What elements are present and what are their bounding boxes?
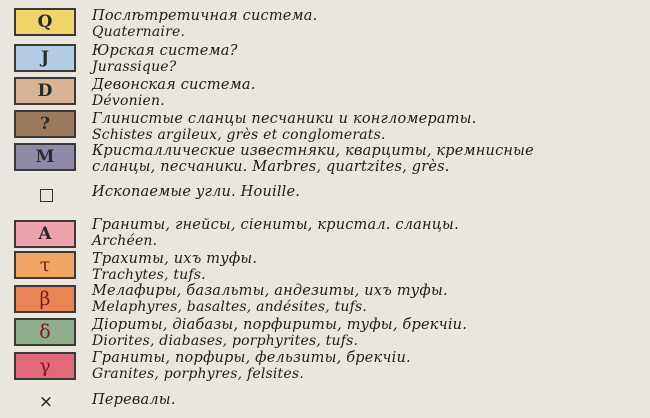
swatch-code: γ bbox=[39, 355, 51, 377]
legend-label-ru: Мелафиры, базальты, андезиты, ихъ туфы. bbox=[92, 283, 448, 299]
legend-label-ru: Граниты, гнейсы, сіениты, кристал. сланцы. bbox=[92, 217, 459, 233]
legend-label-fr: Archéen. bbox=[92, 233, 158, 249]
swatch-code: D bbox=[37, 81, 53, 101]
swatch-code: τ bbox=[39, 254, 51, 276]
legend-swatch-unknown bbox=[14, 110, 76, 138]
legend-label-ru: Глинистые сланцы песчаники и конгломераты. bbox=[92, 111, 477, 127]
legend-label-fr: Granites, porphyres, felsites. bbox=[92, 366, 304, 382]
legend-label-ru: Граниты, порфиры, фельзиты, брекчіи. bbox=[92, 350, 411, 366]
legend-label-fr: Quaternaire. bbox=[92, 24, 186, 40]
legend-swatch-tau bbox=[14, 251, 76, 279]
legend-swatch-d bbox=[14, 77, 76, 105]
swatch-code: β bbox=[39, 288, 51, 310]
legend-label-fr: Diorites, diabases, porphyrites, tufs. bbox=[92, 333, 359, 349]
legend-label-ru: Юрская система? bbox=[92, 43, 238, 59]
legend-swatch-delta bbox=[14, 318, 76, 346]
swatch-code: ? bbox=[40, 114, 50, 134]
cross-marker-icon: × bbox=[38, 392, 54, 412]
square-marker-icon bbox=[40, 189, 53, 202]
legend-label: Перевалы. bbox=[92, 392, 176, 408]
legend-swatch-j bbox=[14, 44, 76, 72]
swatch-code: J bbox=[40, 48, 50, 68]
legend-swatch-q bbox=[14, 8, 76, 36]
legend-label-fr: Melaphyres, basaltes, andésites, tufs. bbox=[92, 299, 368, 315]
legend-label-fr: Schistes argileux, grès et conglomerats. bbox=[92, 127, 386, 143]
swatch-code: Q bbox=[37, 12, 53, 32]
legend-label-ru: Діориты, діабазы, порфириты, туфы, брекчіи. bbox=[92, 317, 468, 333]
legend-swatch-beta bbox=[14, 285, 76, 313]
legend-label: Ископаемые угли. Houille. bbox=[92, 184, 301, 200]
swatch-code: δ bbox=[39, 321, 51, 343]
legend-label-fr: Trachytes, tufs. bbox=[92, 267, 206, 283]
legend-label-fr: Dévonien. bbox=[92, 93, 165, 109]
swatch-code: M bbox=[35, 147, 55, 167]
legend-label-ru: Трахиты, ихъ туфы. bbox=[92, 251, 258, 267]
legend-swatch-a bbox=[14, 220, 76, 248]
legend-swatch-gamma bbox=[14, 352, 76, 380]
legend-label-ru: Кристаллические известняки, кварциты, кремнисные bbox=[92, 143, 534, 159]
legend-label-fr: Jurassique? bbox=[92, 59, 177, 75]
legend-label-ru: Девонская система. bbox=[92, 77, 256, 93]
legend-swatch-m bbox=[14, 143, 76, 171]
legend-label-ru: Послѣтретичная система. bbox=[92, 8, 318, 24]
swatch-code: A bbox=[38, 224, 52, 244]
legend-label-ru-cont: сланцы, песчаники. Marbres, quartzites, grès. bbox=[92, 159, 450, 175]
